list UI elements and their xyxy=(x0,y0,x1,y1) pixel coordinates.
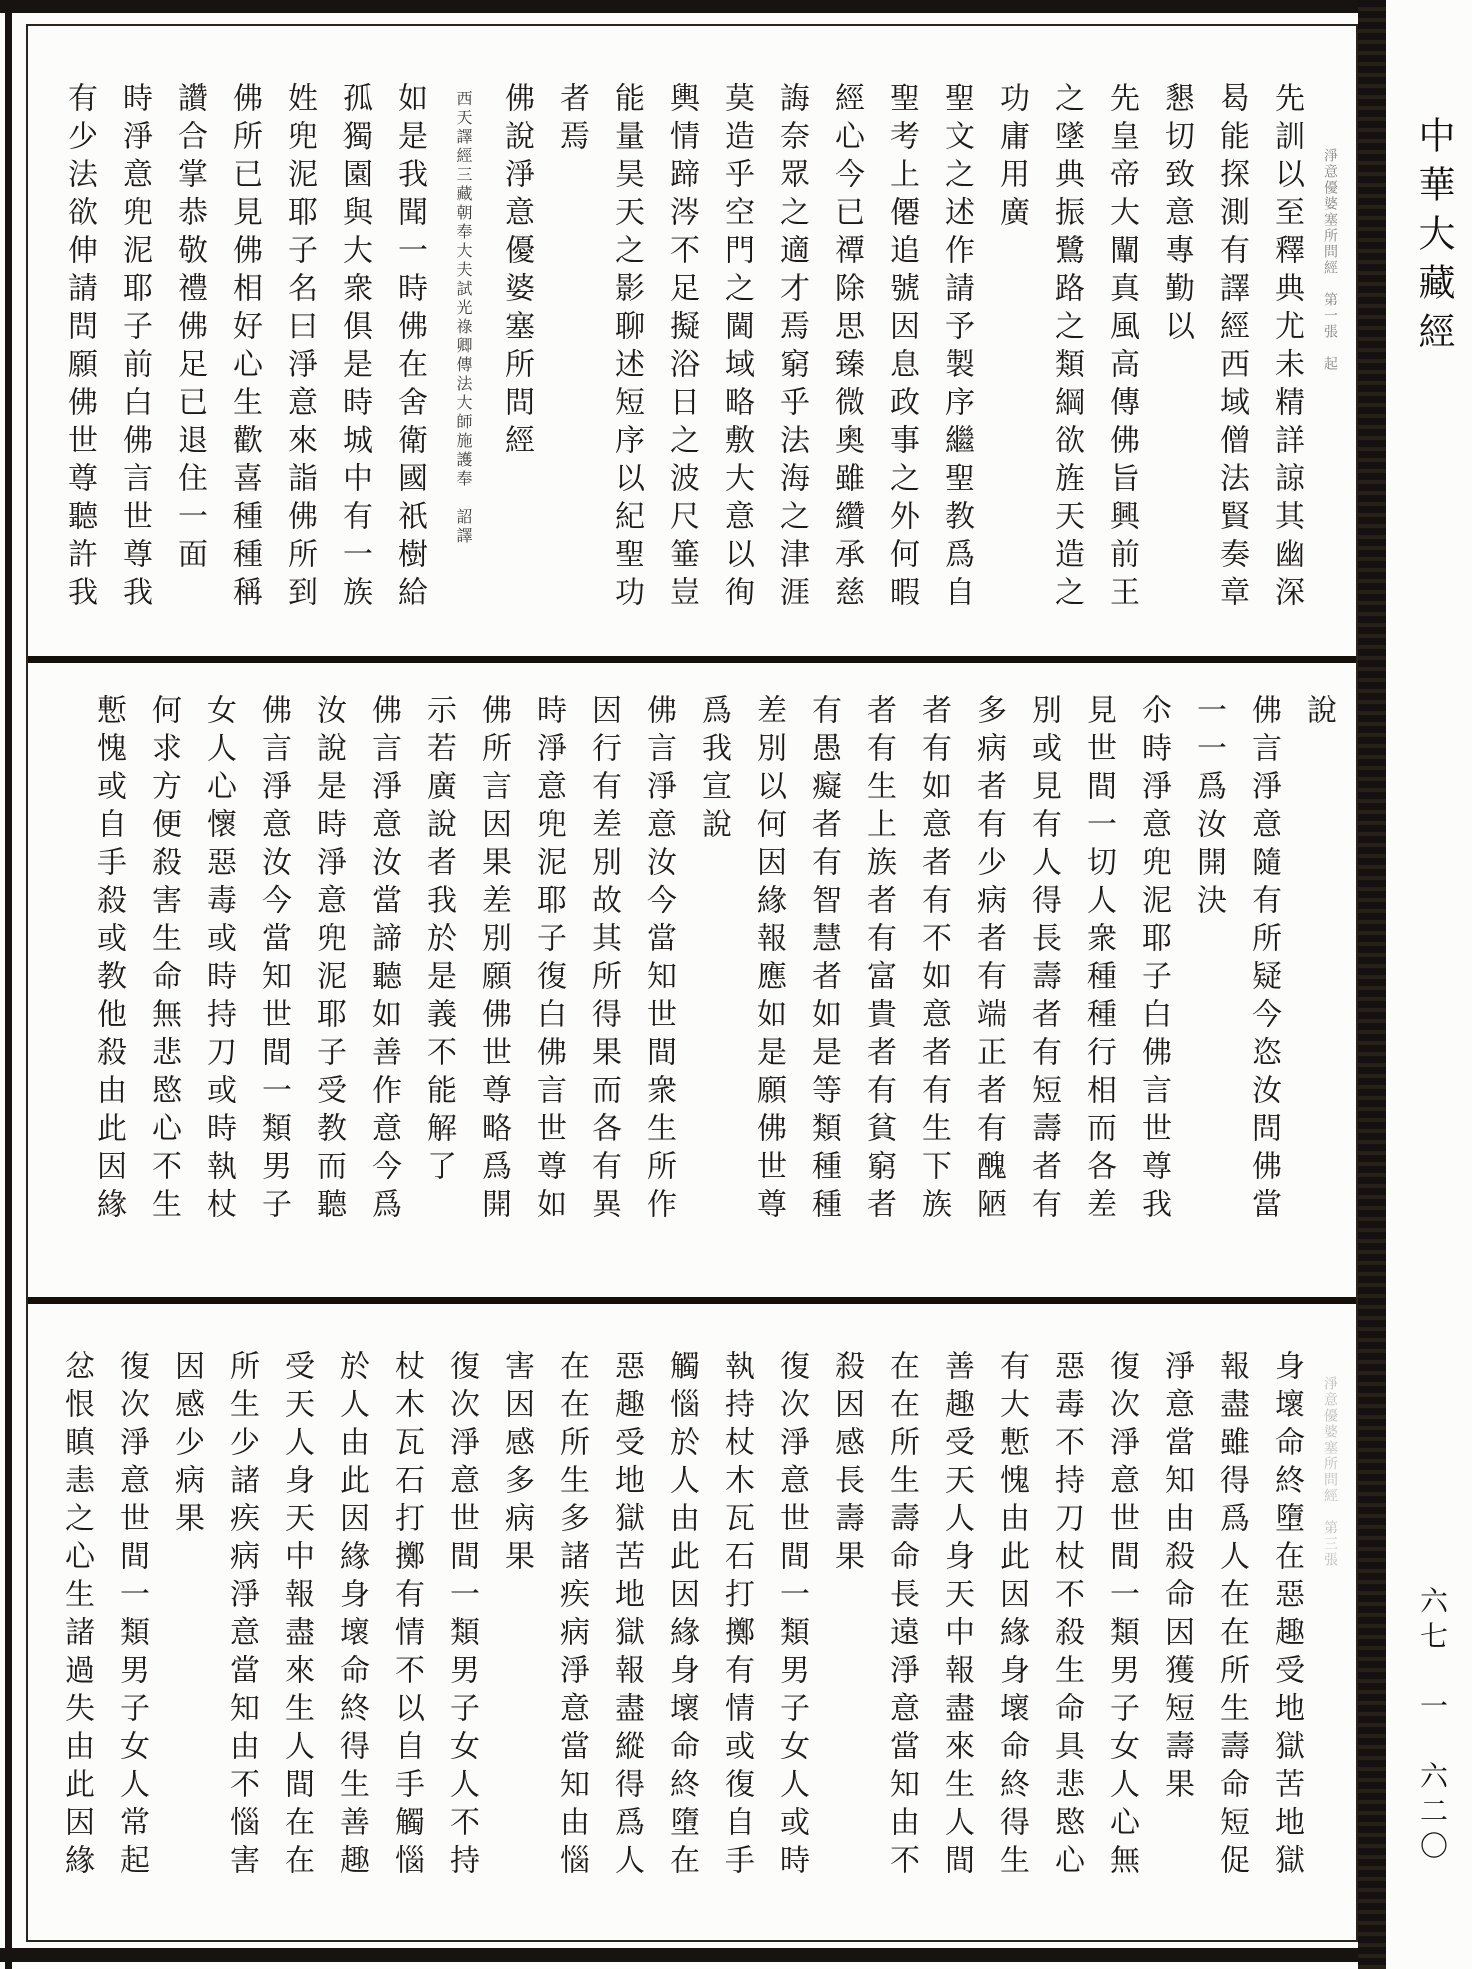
text-column: 多病者有少病者有端正者有醜陋 xyxy=(971,694,1006,1226)
text-column: 說 xyxy=(1301,694,1336,732)
text-column: 佛言淨意隨有所疑今恣汝問佛當 xyxy=(1246,694,1281,1226)
text-column: 佛言淨意汝今當知世間衆生所作 xyxy=(641,694,676,1226)
text-column: 時淨意兜泥耶子前白佛言世尊我 xyxy=(117,82,152,614)
text-column: 在在所生壽命長遠淨意當知由不 xyxy=(884,1350,919,1882)
text-column: 汝說是時淨意兜泥耶子受教而聽 xyxy=(311,694,346,1226)
text-column: 善趣受天人身天中報盡來生人間 xyxy=(939,1350,974,1882)
canon-title-margin: 中華大藏經 xyxy=(1412,116,1455,361)
text-column: 功庸用廣 xyxy=(994,82,1029,234)
frame-border-left xyxy=(5,0,12,1969)
text-column: 見世間一切人衆種種行相而各差 xyxy=(1081,694,1116,1226)
register-divider-2 xyxy=(28,1297,1356,1304)
text-column: 懇切致意專勤以 xyxy=(1159,82,1194,348)
frame-border-top xyxy=(0,0,1386,13)
text-column: 者有生上族者有富貴者有貧窮者 xyxy=(861,694,896,1226)
text-column: 讚合掌恭敬禮佛足已退住一面 xyxy=(172,82,207,576)
text-column: 者有如意者有不如意者有生下族 xyxy=(916,694,951,1226)
text-column: 時淨意兜泥耶子復白佛言世尊如 xyxy=(531,694,566,1226)
text-column: 別或見有人得長壽者有短壽者有 xyxy=(1026,694,1061,1226)
text-column: 慙愧或自手殺或教他殺由此因緣 xyxy=(91,694,126,1226)
text-column: 一一爲汝開決 xyxy=(1191,694,1226,922)
frame-border-bottom xyxy=(0,1948,1386,1962)
text-column: 輿情蹄涔不足擬浴日之波尺箠豈 xyxy=(664,82,699,614)
text-column: 殺因感長壽果 xyxy=(829,1350,864,1578)
text-column: 佛言淨意汝當諦聽如善作意今爲 xyxy=(366,694,401,1226)
text-column: 觸惱於人由此因緣身壞命終墮在 xyxy=(664,1350,699,1882)
text-column: 誨奈眾之適才焉窮乎法海之津涯 xyxy=(774,82,809,614)
text-column: 佛所已見佛相好心生歡喜種種稱 xyxy=(227,82,262,614)
text-column: 害因感多病果 xyxy=(499,1350,534,1578)
text-column: 經心今已禫除思臻微奧雖纘承慈 xyxy=(829,82,864,614)
text-column: 有愚癡者有智慧者如是等類種種 xyxy=(806,694,841,1226)
text-column: 復次淨意世間一類男子女人不持 xyxy=(444,1350,479,1882)
text-column: 差別以何因緣報應如是願佛世尊 xyxy=(751,694,786,1226)
text-column: 執持杖木瓦石打擲有情或復自手 xyxy=(719,1350,754,1882)
text-column: 先皇帝大闡真風高傳佛旨興前王 xyxy=(1104,82,1139,614)
text-column: 如是我聞一時佛在舍衛國祇樹給 xyxy=(392,82,427,614)
text-column: 爲我宣說 xyxy=(696,694,731,846)
text-column: 受天人身天中報盡來生人間在在 xyxy=(279,1350,314,1882)
text-column: 佛所言因果差別願佛世尊略爲開 xyxy=(476,694,511,1226)
text-column: 惡毒不持刀杖不殺生命具悲愍心 xyxy=(1049,1350,1084,1882)
text-column: 莫造乎空門之閫域略敷大意以徇 xyxy=(719,82,754,614)
text-column: 孤獨園與大衆俱是時城中有一族 xyxy=(337,82,372,614)
text-column: 聖文之述作請予製序繼聖教爲自 xyxy=(939,82,974,614)
text-column: 佛言淨意汝今當知世間一類男子 xyxy=(256,694,291,1226)
text-column: 有大慙愧由此因緣身壞命終得生 xyxy=(994,1350,1029,1882)
text-column: 於人由此因緣身壞命終得生善趣 xyxy=(334,1350,369,1882)
frame-border-right-ink-band xyxy=(1358,0,1386,1969)
text-column: 女人心懷惡毒或時持刀或時執杖 xyxy=(201,694,236,1226)
volume-page-number: 六七 一 六二〇 xyxy=(1416,1586,1449,1866)
top-register-preface-and-sutra-opening xyxy=(44,82,1346,660)
folio-note-column: 淨意優婆塞所問經 第一張 起 xyxy=(1322,148,1338,372)
text-column: 復次淨意世間一類男子女人心無 xyxy=(1104,1350,1139,1882)
text-column: 惡趣受地獄苦地獄報盡縱得爲人 xyxy=(609,1350,644,1882)
text-column: 先訓以至釋典尤未精詳諒其幽深 xyxy=(1269,82,1304,614)
text-column: 姓兜泥耶子名曰淨意來詣佛所到 xyxy=(282,82,317,614)
text-column: 淨意當知由殺命因獲短壽果 xyxy=(1159,1350,1194,1806)
sutra-title-column: 佛說淨意優婆塞所問經 xyxy=(499,82,534,462)
bottom-register-karma-passages xyxy=(44,1350,1346,1938)
text-column: 報盡雖得爲人在在所生壽命短促 xyxy=(1214,1350,1249,1882)
text-column: 因感少病果 xyxy=(169,1350,204,1540)
text-column: 因行有差別故其所得果而各有異 xyxy=(586,694,621,1226)
folio-note-column: 淨意優婆塞所問經 第三張 xyxy=(1322,1376,1338,1568)
text-column: 所生少諸疾病淨意當知由不惱害 xyxy=(224,1350,259,1882)
text-column: 復次淨意世間一類男子女人或時 xyxy=(774,1350,809,1882)
translator-column: 西天譯經三藏朝奉大夫試光祿卿傳法大師施護奉 詔譯 xyxy=(454,90,473,546)
middle-register-sutra-dialogue xyxy=(44,694,1346,1286)
text-column: 復次淨意世間一類男子女人常起 xyxy=(114,1350,149,1882)
text-column: 身壞命終墮在惡趣受地獄苦地獄 xyxy=(1269,1350,1304,1882)
text-column: 曷能探測有譯經西域僧法賢奏章 xyxy=(1214,82,1249,614)
text-column: 之墜典振鷺路之類綱欲旌天造之 xyxy=(1049,82,1084,614)
text-column: 在在所生多諸疾病淨意當知由惱 xyxy=(554,1350,589,1882)
text-column: 尒時淨意兜泥耶子白佛言世尊我 xyxy=(1136,694,1171,1226)
text-column: 何求方便殺害生命無悲愍心不生 xyxy=(146,694,181,1226)
text-column: 示若廣說者我於是義不能解了 xyxy=(421,694,456,1188)
text-column: 有少法欲伸請問願佛世尊聽許我 xyxy=(62,82,97,614)
text-column: 能量昊天之影聊述短序以紀聖功 xyxy=(609,82,644,614)
text-column: 忿恨瞋恚之心生諸過失由此因緣 xyxy=(59,1350,94,1882)
text-column: 聖考上僊追號因息政事之外何暇 xyxy=(884,82,919,614)
text-column: 者焉 xyxy=(554,82,589,158)
text-column: 杖木瓦石打擲有情不以自手觸惱 xyxy=(389,1350,424,1882)
